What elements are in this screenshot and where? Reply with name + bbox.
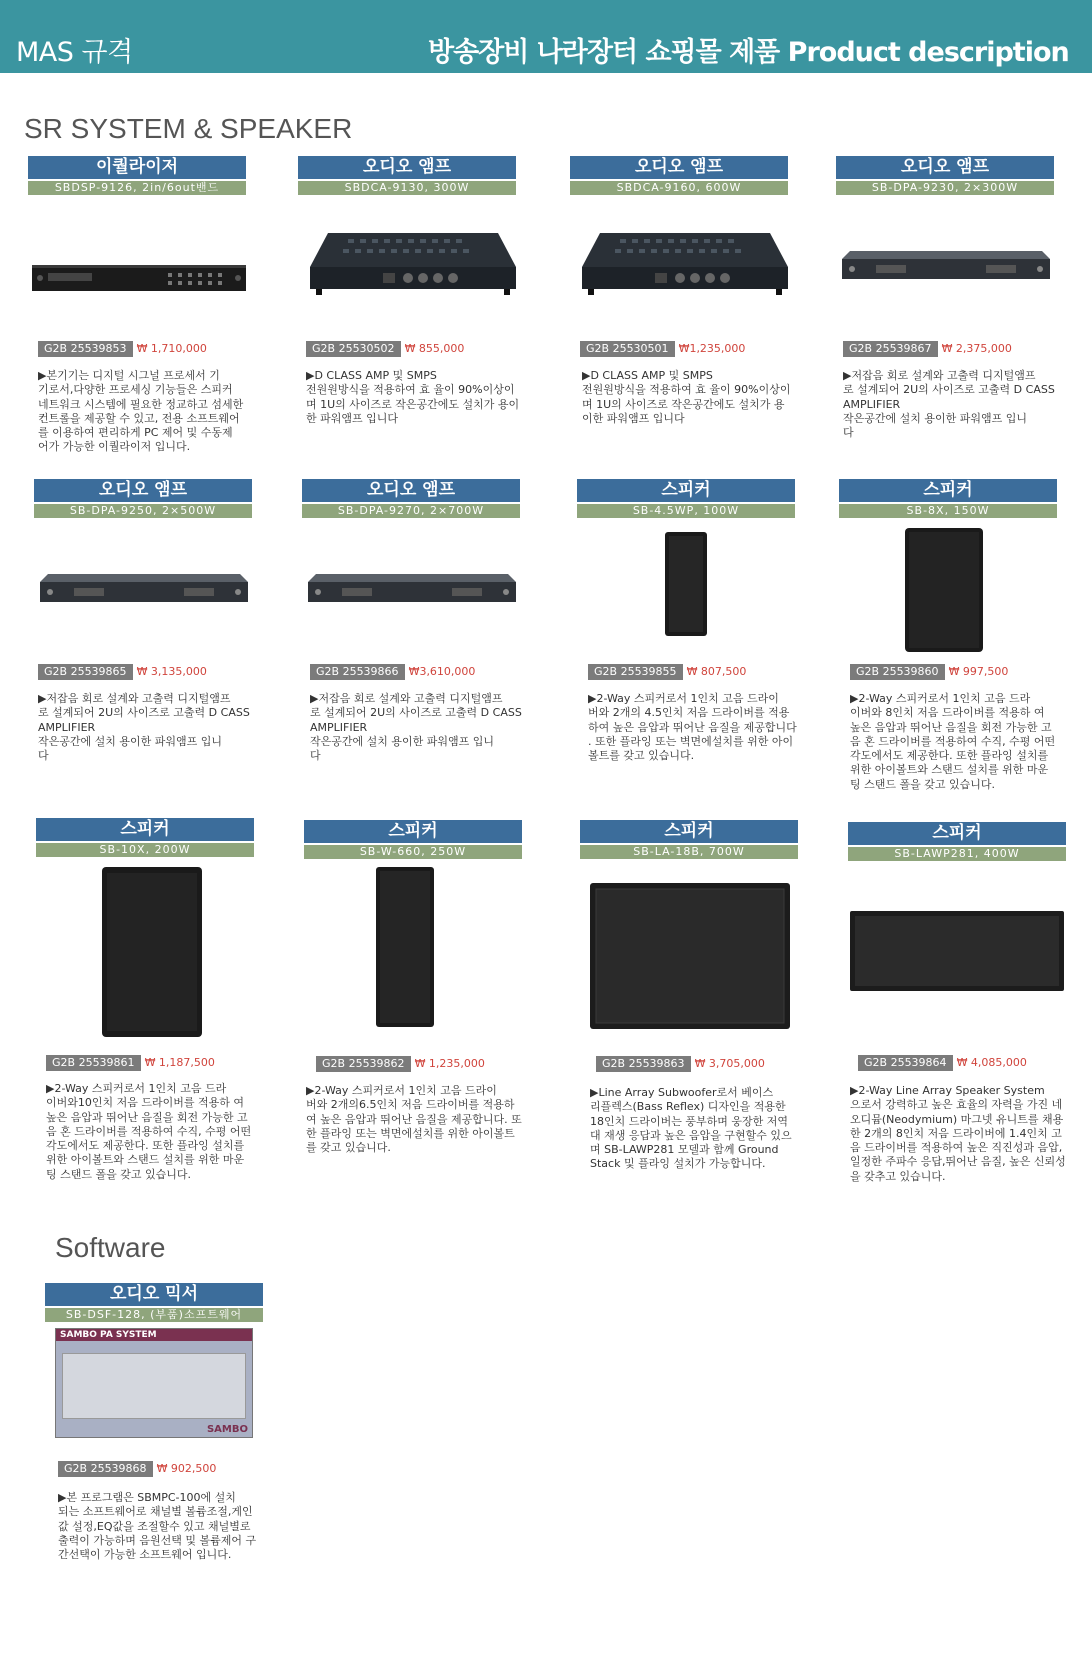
price-row-1	[38, 341, 207, 357]
category-label: 스피커	[848, 822, 1066, 845]
product-image-amp-9270	[302, 518, 532, 668]
price: ₩ 1,710,000	[136, 342, 207, 355]
product-image-subwoofer-la18b	[580, 859, 810, 1059]
price-row-3	[580, 341, 745, 357]
product-card-8[interactable]	[839, 479, 1069, 668]
g2b-code: G2B 25539860	[850, 664, 945, 680]
section-title-sr: SR SYSTEM & SPEAKER	[24, 113, 353, 144]
price: ₩ 807,500	[686, 665, 747, 678]
product-card-2[interactable]	[298, 156, 528, 345]
category-label: 오디오 앰프	[570, 156, 788, 179]
description: ▶2-Way Line Array Speaker System 으로서 강력하고 높은 효율의 자력을 가진 네 오디뮴(Neodymium) 마그넷 유니트를 채용 한 2개의 8인치 저음 드라이버에 1.4인치 고 음 드라이버를 적용하여 높은 직진성과 음압, 일정한 주파수 응답,뛰어난 음질, 높은 신뢰성 을 갖추고 있습니다.	[850, 1084, 1066, 1183]
product-card-11[interactable]	[580, 820, 810, 1059]
price: ₩1,235,000	[678, 342, 746, 355]
price: ₩ 3,135,000	[136, 665, 207, 678]
price-row-8	[850, 664, 1008, 680]
category-label: 스피커	[839, 479, 1057, 502]
price: ₩ 1,187,500	[144, 1056, 215, 1069]
product-image-line-array-lawp281	[848, 861, 1078, 1061]
product-image-amp-9130	[298, 195, 528, 345]
price-row-7	[588, 664, 746, 680]
model-label: SB-DPA-9250, 2×500W	[34, 504, 252, 518]
price: ₩ 4,085,000	[956, 1056, 1027, 1069]
product-image-amp-9160	[570, 195, 800, 345]
price-row-4	[843, 341, 1012, 357]
g2b-code: G2B 25539867	[843, 341, 938, 357]
product-image-equalizer	[28, 195, 258, 345]
product-image-speaker-4-5wp	[577, 518, 807, 668]
description: ▶저잡음 회로 설계와 고출력 디지털앰프 로 설계되어 2U의 사이즈로 고출력 D CASS AMPLIFIER 작은공간에 설치 용이한 파워앰프 입니 다	[310, 692, 522, 763]
description: ▶2-Way 스피커로서 1인치 고음 드라 이버와 8인치 저음 드라이버를 적용하 여 높은 음압과 뛰어난 음질을 회전 가능한 고 음 혼 드라이버를 적용하여 수직, 수평 어떤 각도에서도 제공한다. 또한 플라잉 설치를 위한 아이볼트와 스탠드 설치를 위한 마운 팅 스탠드 폴을 갖고 있습니다.	[850, 692, 1056, 791]
model-label: SB-DPA-9270, 2×700W	[302, 504, 520, 518]
category-label: 스피커	[577, 479, 795, 502]
product-image-speaker-8x	[839, 518, 1069, 668]
price: ₩3,610,000	[408, 665, 476, 678]
category-label: 스피커	[304, 820, 522, 843]
product-card-12[interactable]	[848, 822, 1078, 1061]
price: ₩ 855,000	[404, 342, 465, 355]
price-row-11	[596, 1056, 765, 1072]
header-right-title: 방송장비 나라장터 쇼핑몰 제품 Product description	[428, 37, 1069, 68]
price-row-6	[310, 664, 475, 680]
g2b-code: G2B 25539853	[38, 341, 133, 357]
product-card-4[interactable]	[836, 156, 1066, 345]
model-label: SBDCA-9160, 600W	[570, 181, 788, 195]
category-label: 스피커	[36, 818, 254, 841]
model-label: SBDCA-9130, 300W	[298, 181, 516, 195]
model-label: SB-LA-18B, 700W	[580, 845, 798, 859]
category-label: 스피커	[580, 820, 798, 843]
price-row-13	[58, 1461, 216, 1477]
price-row-12	[858, 1055, 1027, 1071]
model-label: SB-DPA-9230, 2×300W	[836, 181, 1054, 195]
description: ▶2-Way 스피커로서 1인치 고음 드라이 버와 2개의 4.5인치 저음 드라이버를 적용 하여 높은 음압과 뛰어난 음질을 제공합니다 . 또한 플라잉 또는 벽면에설치를 위한 아이 볼트를 갖고 있습니다.	[588, 692, 797, 763]
g2b-code: G2B 25539861	[46, 1055, 141, 1071]
price-row-10	[316, 1056, 485, 1072]
product-image-amp-9230	[836, 195, 1066, 345]
g2b-code: G2B 25539862	[316, 1056, 411, 1072]
software-window	[55, 1328, 253, 1438]
price: ₩ 3,705,000	[694, 1057, 765, 1070]
product-image-software-screenshot	[45, 1328, 275, 1438]
category-label: 이퀄라이저	[28, 156, 246, 179]
g2b-code: G2B 25539863	[596, 1056, 691, 1072]
price: ₩ 902,500	[156, 1462, 217, 1475]
header-left-title: MAS 규격	[16, 37, 133, 68]
price: ₩ 2,375,000	[941, 342, 1012, 355]
section-title-software: Software	[55, 1232, 166, 1263]
product-image-speaker-w660	[304, 859, 534, 1059]
g2b-code: G2B 25530502	[306, 341, 401, 357]
product-card-5[interactable]	[34, 479, 264, 668]
product-card-3[interactable]	[570, 156, 800, 345]
category-label: 오디오 앰프	[298, 156, 516, 179]
page-header	[0, 0, 1092, 73]
software-logo: SAMBO	[206, 1424, 248, 1435]
price-row-5	[38, 664, 207, 680]
description: ▶저잡음 회로 설계와 고출력 디지털앰프 로 설계되어 2U의 사이즈로 고출력 D CASS AMPLIFIER 작은공간에 설치 용이한 파워앰프 입니 다	[843, 369, 1055, 440]
product-image-amp-9250	[34, 518, 264, 668]
product-card-1[interactable]	[28, 156, 258, 345]
model-label: SB-DSF-128, (부품)소프트웨어	[45, 1308, 263, 1322]
description: ▶본 프로그램은 SBMPC-100에 설치 되는 소프트웨어로 채널별 볼륨조절,게인 값 설정,EQ값을 조절할수 있고 채널별로 출력이 가능하며 음원선택 및 볼륨제어 구 간선택이 가능한 소프트웨어 입니다.	[58, 1491, 257, 1562]
category-label: 오디오 앰프	[302, 479, 520, 502]
description: ▶본기기는 디지털 시그널 프로세서 기 기로서,다양한 프로세싱 기능들은 스피커 네트워크 시스템에 필요한 정교하고 섬세한 컨트롤을 제공할 수 있고, 전용 소프트웨어 를 이용하여 편리하게 PC 제어 및 수동제 어가 가능한 이퀄라이저 입니다.	[38, 369, 244, 454]
g2b-code: G2B 25539866	[310, 664, 405, 680]
model-label: SB-4.5WP, 100W	[577, 504, 795, 518]
product-card-6[interactable]	[302, 479, 532, 668]
g2b-code: G2B 25539868	[58, 1461, 153, 1477]
g2b-code: G2B 25539865	[38, 664, 133, 680]
product-card-10[interactable]	[304, 820, 534, 1059]
description: ▶D CLASS AMP 및 SMPS 전원원방식을 적용하여 효 율이 90%이상이 며 1U의 사이즈로 작은공간에도 설치가 용이 한 파워앰프 입니다	[306, 369, 520, 425]
product-image-speaker-10x	[36, 857, 266, 1057]
product-card-9[interactable]	[36, 818, 266, 1057]
model-label: SBDSP-9126, 2in/6out밴드	[28, 181, 246, 195]
category-label: 오디오 앰프	[34, 479, 252, 502]
description: ▶2-Way 스피커로서 1인치 고음 드라이 버와 2개의6.5인치 저음 드라이버를 적용하 여 높은 음압과 뛰어난 음질을 제공합니다. 또 한 플라잉 또는 벽면에설치를 위한 아이볼트 를 갖고 있습니다.	[306, 1084, 522, 1155]
description: ▶D CLASS AMP 및 SMPS 전원원방식을 적용하여 효 율이 90%이상이 며 1U의 사이즈로 작은공간에도 설치가 용 이한 파워앰프 입니다	[582, 369, 791, 425]
g2b-code: G2B 25539864	[858, 1055, 953, 1071]
g2b-code: G2B 25530501	[580, 341, 675, 357]
model-label: SB-10X, 200W	[36, 843, 254, 857]
software-panel	[62, 1353, 246, 1419]
price: ₩ 1,235,000	[414, 1057, 485, 1070]
g2b-code: G2B 25539855	[588, 664, 683, 680]
category-label: 오디오 앰프	[836, 156, 1054, 179]
description: ▶저잡음 회로 설계와 고출력 디지털앰프 로 설계되어 2U의 사이즈로 고출력 D CASS AMPLIFIER 작은공간에 설치 용이한 파워앰프 입니 다	[38, 692, 250, 763]
product-card-13[interactable]	[45, 1283, 275, 1438]
description: ▶Line Array Subwoofer로서 베이스 리플렉스(Bass Reflex) 디자인을 적용한 18인치 드라이버는 풍부하며 웅장한 저역 대 재생 응답과 높은 음압을 구현할수 있으 며 SB-LAWP281 모델과 함께 Ground Stack 및 플라잉 설치가 가능합니다.	[590, 1086, 792, 1171]
model-label: SB-W-660, 250W	[304, 845, 522, 859]
model-label: SB-8X, 150W	[839, 504, 1057, 518]
model-label: SB-LAWP281, 400W	[848, 847, 1066, 861]
product-card-7[interactable]	[577, 479, 807, 668]
category-label: 오디오 믹서	[45, 1283, 263, 1306]
price-row-2	[306, 341, 464, 357]
description: ▶2-Way 스피커로서 1인치 고음 드라 이버와10인치 저음 드라이버를 적용하 여 높은 음압과 뛰어난 음질을 회전 가능한 고 음 혼 드라이버를 적용하여 수직, 수평 어떤 각도에서도 제공한다. 또한 플라잉 설치를 위한 아이볼트와 스탠드 설치를 위한 마운 팅 스탠드 폴을 갖고 있습니다.	[46, 1082, 252, 1181]
price-row-9	[46, 1055, 215, 1071]
software-title-bar: SAMBO PA SYSTEM	[56, 1329, 252, 1341]
price: ₩ 997,500	[948, 665, 1009, 678]
